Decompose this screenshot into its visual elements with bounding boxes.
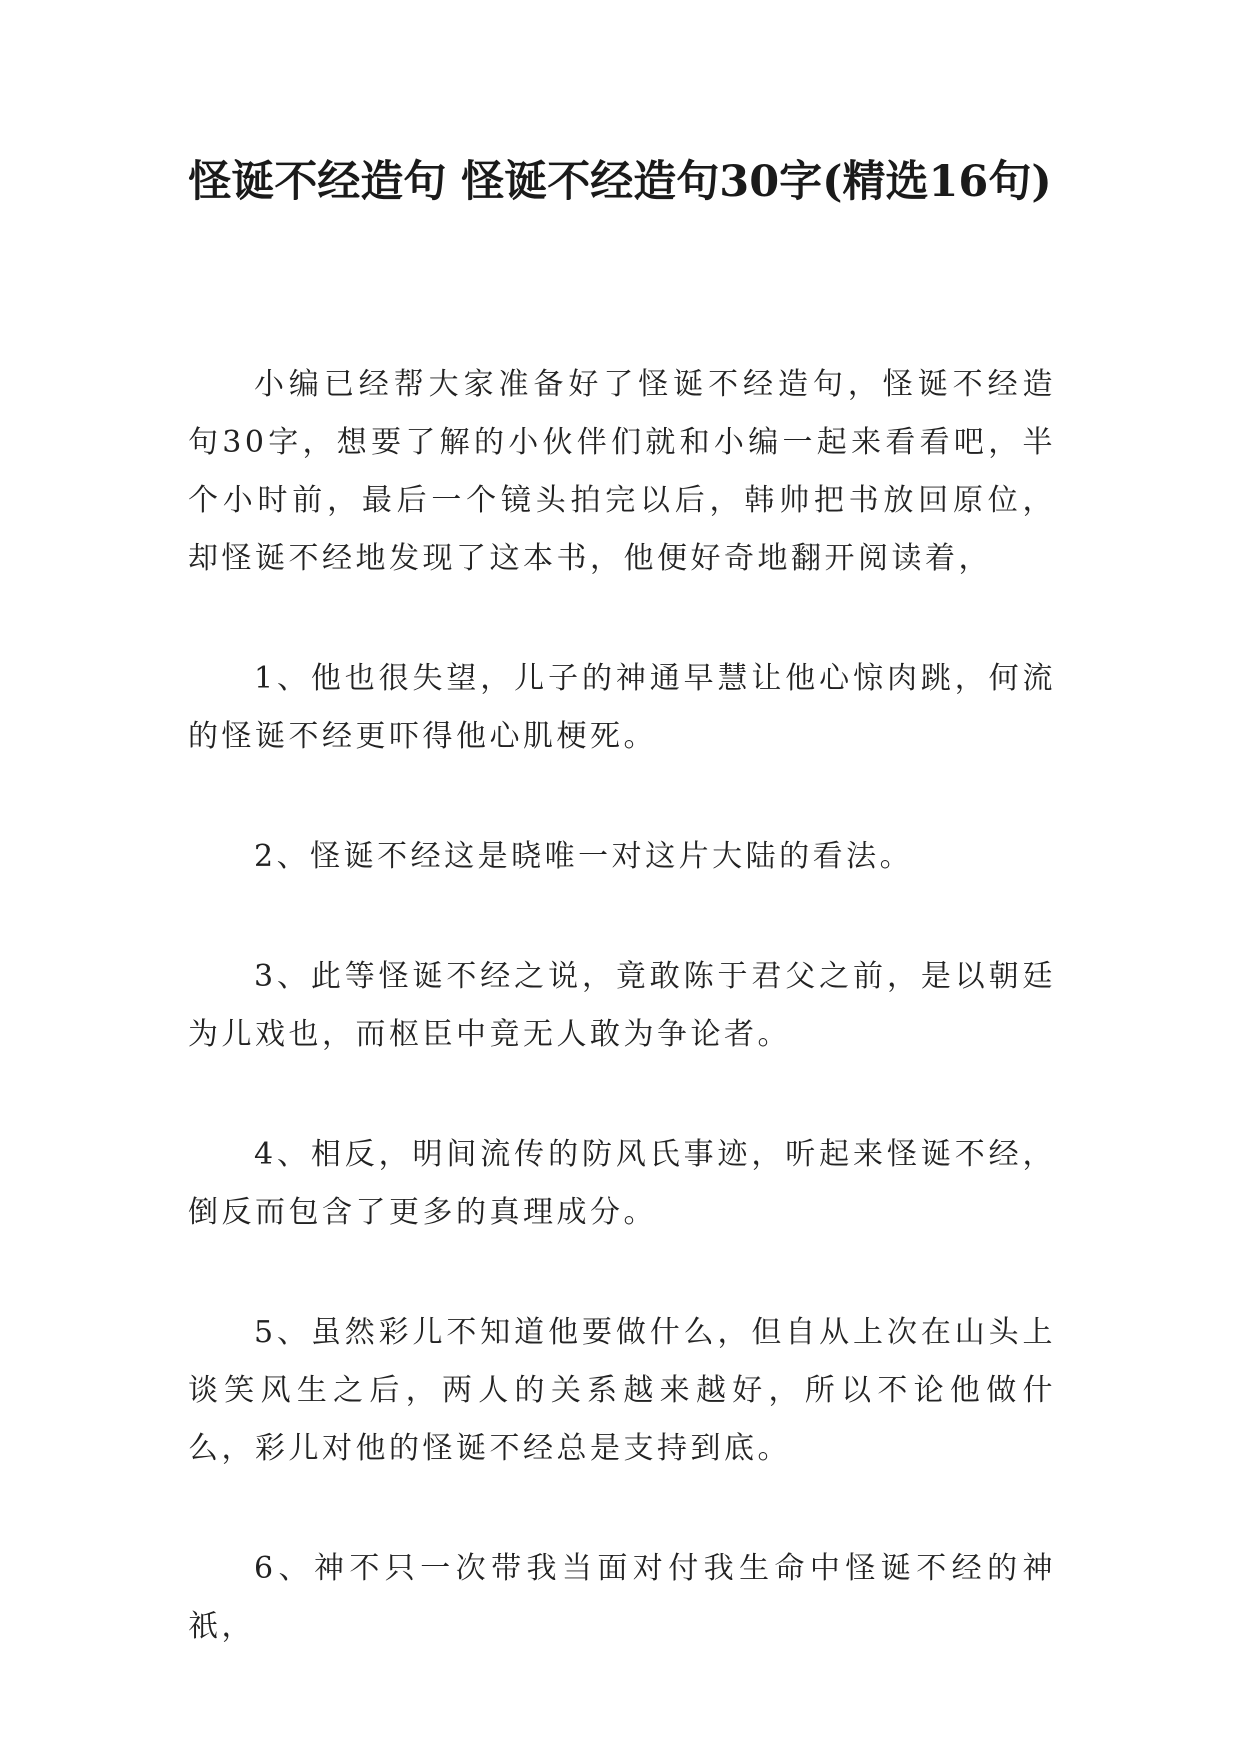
intro-paragraph: 小编已经帮大家准备好了怪诞不经造句，怪诞不经造句30字，想要了解的小伙伴们就和小编一起来看看吧，半个小时前，最后一个镜头拍完以后，韩帅把书放回原位，却怪诞不经地发现了这本书，他便好奇地翻开阅读着， (188, 367, 1056, 576)
sentence-item-2: 2、怪诞不经这是晓唯一对这片大陆的看法。 (254, 839, 914, 874)
document-title: 怪诞不经造句 怪诞不经造句30字(精选16句) (188, 157, 1052, 207)
sentence-item-6: 6、神不只一次带我当面对付我生命中怪诞不经的神祇， (188, 1551, 1056, 1644)
sentence-item-1: 1、他也很失望，儿子的神通早慧让他心惊肉跳，何流的怪诞不经更吓得他心肌梗死。 (188, 661, 1056, 754)
sentence-item-3: 3、此等怪诞不经之说，竟敢陈于君父之前，是以朝廷为儿戏也，而枢臣中竟无人敢为争论者。 (188, 959, 1056, 1052)
sentence-item-4: 4、相反，明间流传的防风氏事迹，听起来怪诞不经，倒反而包含了更多的真理成分。 (188, 1137, 1056, 1230)
sentence-item-5: 5、虽然彩儿不知道他要做什么，但自从上次在山头上谈笑风生之后，两人的关系越来越好，所以不论他做什么，彩儿对他的怪诞不经总是支持到底。 (188, 1315, 1056, 1466)
document-body (188, 356, 1056, 1656)
